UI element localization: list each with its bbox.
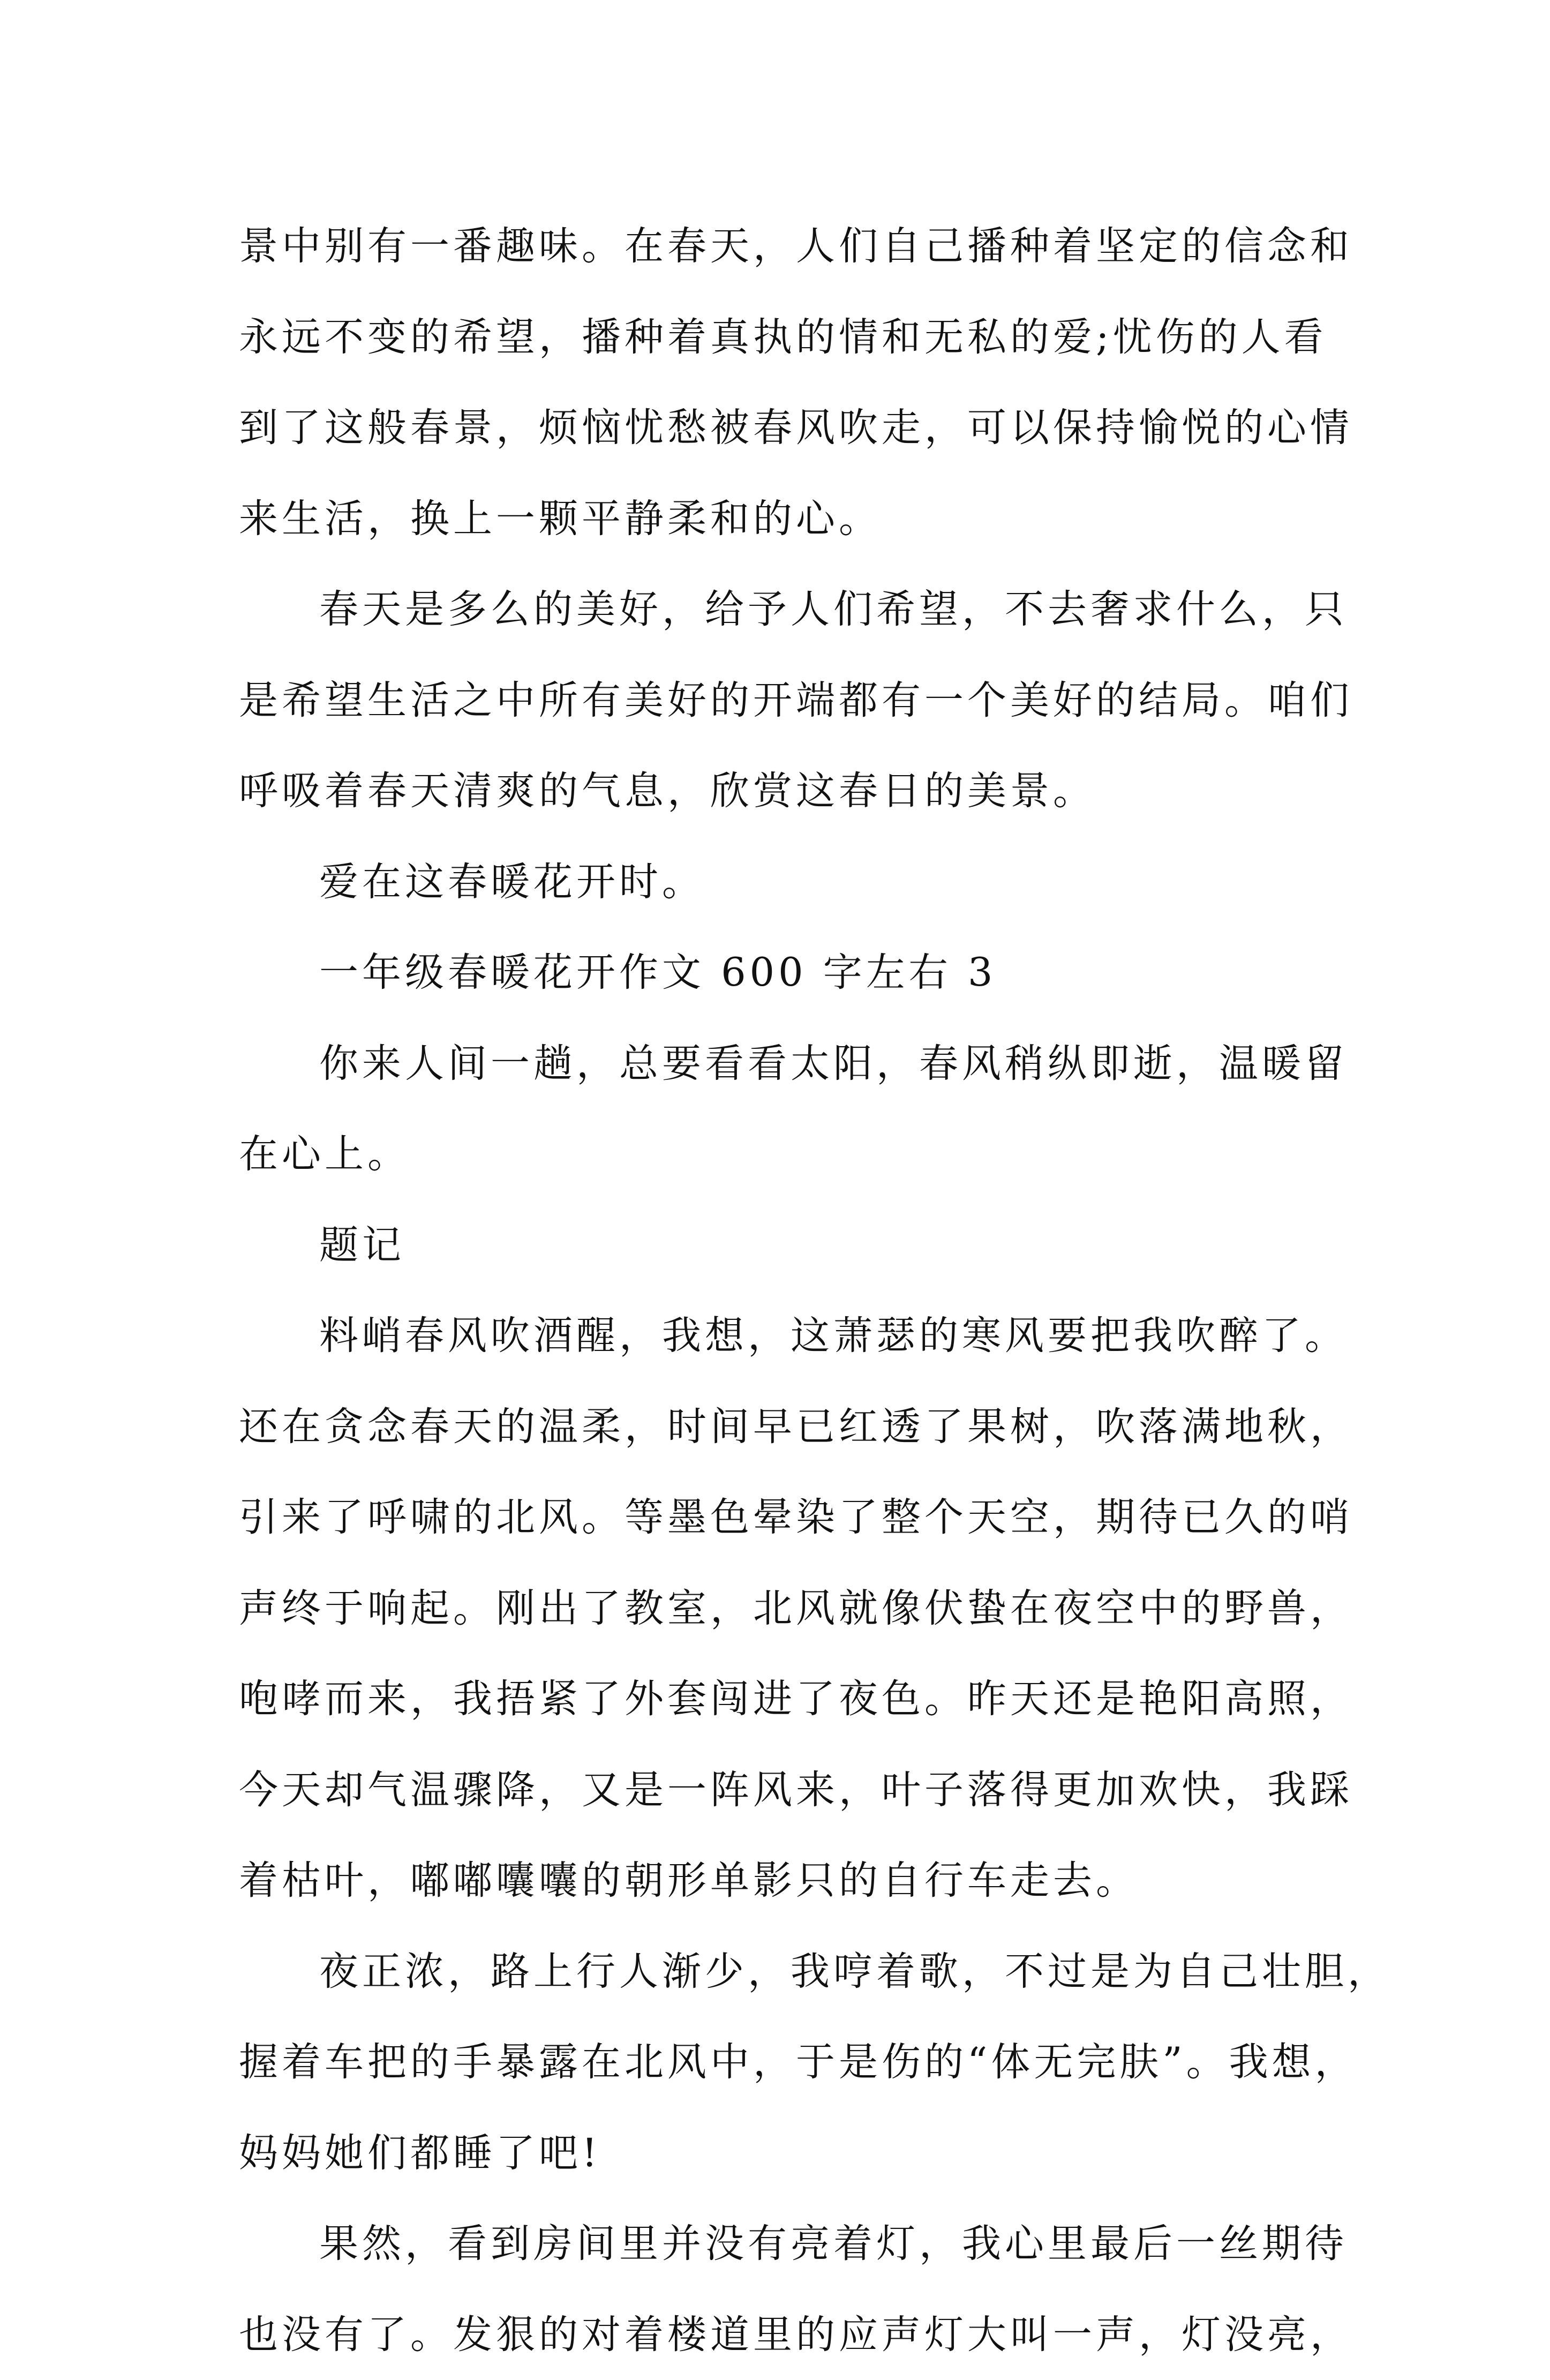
- text-line: 景中别有一番趣味。在春天，人们自己播种着坚定的信念和: [239, 201, 1323, 292]
- paragraph-first-line: 爱在这春暖花开时。: [239, 837, 1323, 928]
- text-line: 永远不变的希望，播种着真执的情和无私的爱;忧伤的人看: [239, 292, 1323, 383]
- text-line: 来生活，换上一颗平静柔和的心。: [239, 474, 1323, 565]
- section-heading: 一年级春暖花开作文 600 字左右 3: [239, 927, 1323, 1018]
- text-line: 还在贪念春天的温柔，时间早已红透了果树，吹落满地秋，: [239, 1382, 1323, 1473]
- paragraph-first-line: 料峭春风吹酒醒，我想，这萧瑟的寒风要把我吹醉了。: [239, 1290, 1323, 1382]
- paragraph-first-line: 你来人间一趟，总要看看太阳，春风稍纵即逝，温暖留: [239, 1018, 1323, 1109]
- paragraph-first-line: 春天是多么的美好，给予人们希望，不去奢求什么，只: [239, 564, 1323, 655]
- text-line: 呼吸着春天清爽的气息，欣赏这春日的美景。: [239, 746, 1323, 837]
- text-line: 声终于响起。刚出了教室，北风就像伏蛰在夜空中的野兽，: [239, 1563, 1323, 1654]
- text-line: 到了这般春景，烦恼忧愁被春风吹走，可以保持愉悦的心情: [239, 382, 1323, 474]
- paragraph-first-line: 夜正浓，路上行人渐少，我哼着歌，不过是为自己壮胆，: [239, 1926, 1323, 2017]
- body-text: [239, 201, 1323, 2380]
- text-line: 引来了呼啸的北风。等墨色晕染了整个天空，期待已久的哨: [239, 1472, 1323, 1563]
- text-line: 着枯叶，嘟嘟囔囔的朝形单影只的自行车走去。: [239, 1835, 1323, 1926]
- text-line: 是希望生活之中所有美好的开端都有一个美好的结局。咱们: [239, 655, 1323, 746]
- paragraph-first-line: 题记: [239, 1200, 1323, 1291]
- text-line: 也没有了。发狠的对着楼道里的应声灯大叫一声，灯没亮，: [239, 2289, 1323, 2380]
- text-line: 今天却气温骤降，又是一阵风来，叶子落得更加欢快，我踩: [239, 1745, 1323, 1836]
- text-line: 在心上。: [239, 1109, 1323, 1200]
- text-line: 咆哮而来，我捂紧了外套闯进了夜色。昨天还是艳阳高照，: [239, 1654, 1323, 1745]
- text-line: 握着车把的手暴露在北风中，于是伤的“体无完肤”。我想，: [239, 2017, 1323, 2108]
- text-line: 妈妈她们都睡了吧!: [239, 2108, 1323, 2199]
- paragraph-first-line: 果然，看到房间里并没有亮着灯，我心里最后一丝期待: [239, 2198, 1323, 2289]
